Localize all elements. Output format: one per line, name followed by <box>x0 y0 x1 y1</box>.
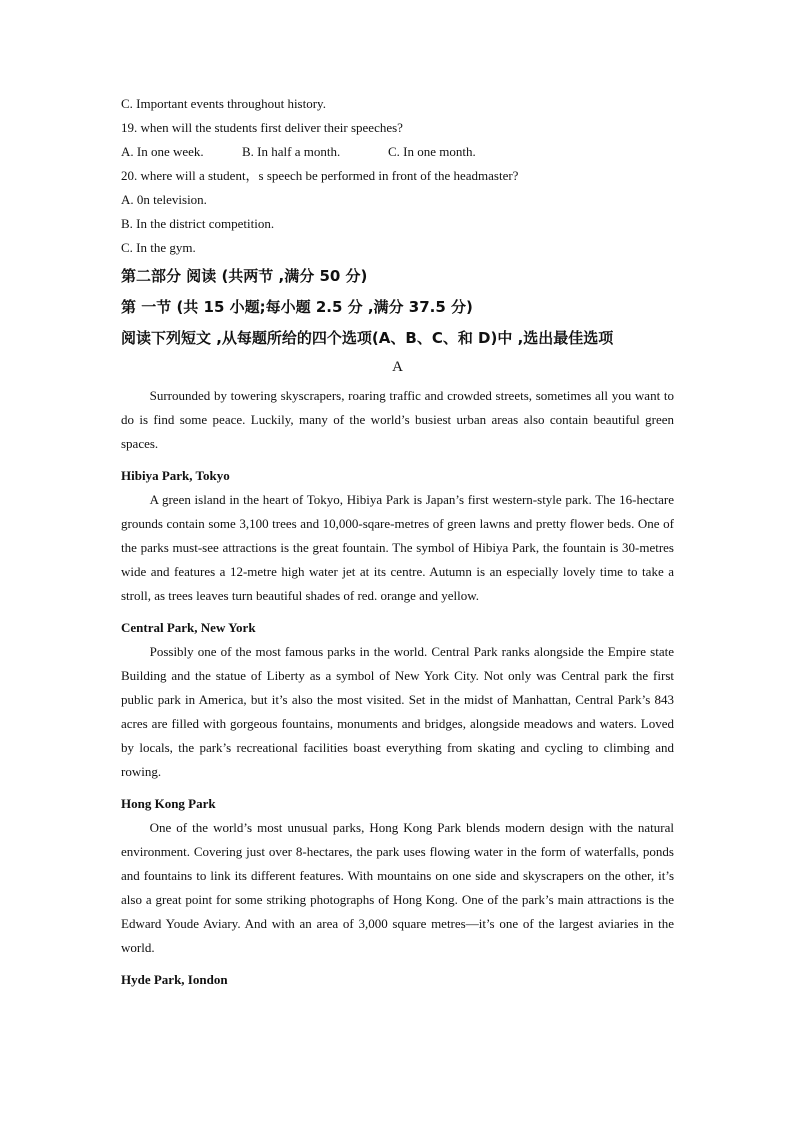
q20-option-a: A. 0n television. <box>121 192 207 207</box>
park-title-hongkong: Hong Kong Park <box>121 796 216 811</box>
park-text-hibiya: A green island in the heart of Tokyo, Hibiya Park is Japan’s first western-style park. The 16-hectare grounds contain some 3,100 trees and 10,000-sqare-metres of green lawns and pretty flower beds. One of the parks must-see attractions is the great fountain. The symbol of Hibiya Park, the fountain is 30-metres wide and features a 12-metre high water jet at its centre. Autumn is an especially lovely time to take a stroll, as trees leaves turn beautiful shades of red. orange and yellow. <box>121 492 674 603</box>
q20-stem: 20. where will a student，s speech be performed in front of the headmaster? <box>121 168 519 183</box>
park-text-central: Possibly one of the most famous parks in the world. Central Park ranks alongside the Empire state Building and the statue of Liberty as a symbol of New York City. Not only was Central park the first public park in America, but it’s also the most visited. Set in the midst of Manhattan, Central Park’s 843 acres are filled with gorgeous fountains, monuments and bridges, alongside meadows and waters. Loved by locals, the park’s recreational facilities boast everything from skating and cycling to climbing and rowing. <box>121 644 674 779</box>
q20-option-c: C. In the gym. <box>121 240 196 255</box>
park-title-central: Central Park, New York <box>121 620 256 635</box>
passage-label: A <box>392 359 403 375</box>
q19-option-a: A. In one week. <box>121 144 204 159</box>
park-text-hongkong: One of the world’s most unusual parks, Hong Kong Park blends modern design with the natural environment. Covering just over 8-hectares, the park uses flowing water in the form of waterfalls, ponds and fountains to link its different features. With mountains on one side and skyscrapers on the other, it’s also a great point for some striking photographs of Hong Kong. One of the park’s main attractions is the Edward Youde Aviary. And with an area of 3,000 square metres—it’s one of the largest aviaries in the world. <box>121 820 674 955</box>
passage-intro: Surrounded by towering skyscrapers, roaring traffic and crowded streets, sometimes all you want to do is find some peace. Luckily, many of the world’s busiest urban areas also contain beautiful green spaces. <box>121 388 674 451</box>
park-title-hibiya: Hibiya Park, Tokyo <box>121 468 230 483</box>
q19-options <box>121 140 674 164</box>
section1-heading: 第 一节 (共 15 小题;每小题 2.5 分 ,满分 37.5 分) <box>121 298 473 316</box>
exam-page <box>121 92 674 992</box>
part2-heading: 第二部分 阅读 (共两节 ,满分 50 分) <box>121 267 368 285</box>
park-title-hyde: Hyde Park, Iondon <box>121 972 228 987</box>
q19-option-c: C. In one month. <box>388 144 476 159</box>
q18-option-c: C. Important events throughout history. <box>121 96 326 111</box>
q20-option-b: B. In the district competition. <box>121 216 275 231</box>
q19-stem: 19. when will the students first deliver their speeches? <box>121 120 403 135</box>
reading-instruction: 阅读下列短文 ,从每题所给的四个选项(A、B、C、和 D)中 ,选出最佳选项 <box>121 329 614 347</box>
q19-option-b: B. In half a month. <box>242 144 341 159</box>
